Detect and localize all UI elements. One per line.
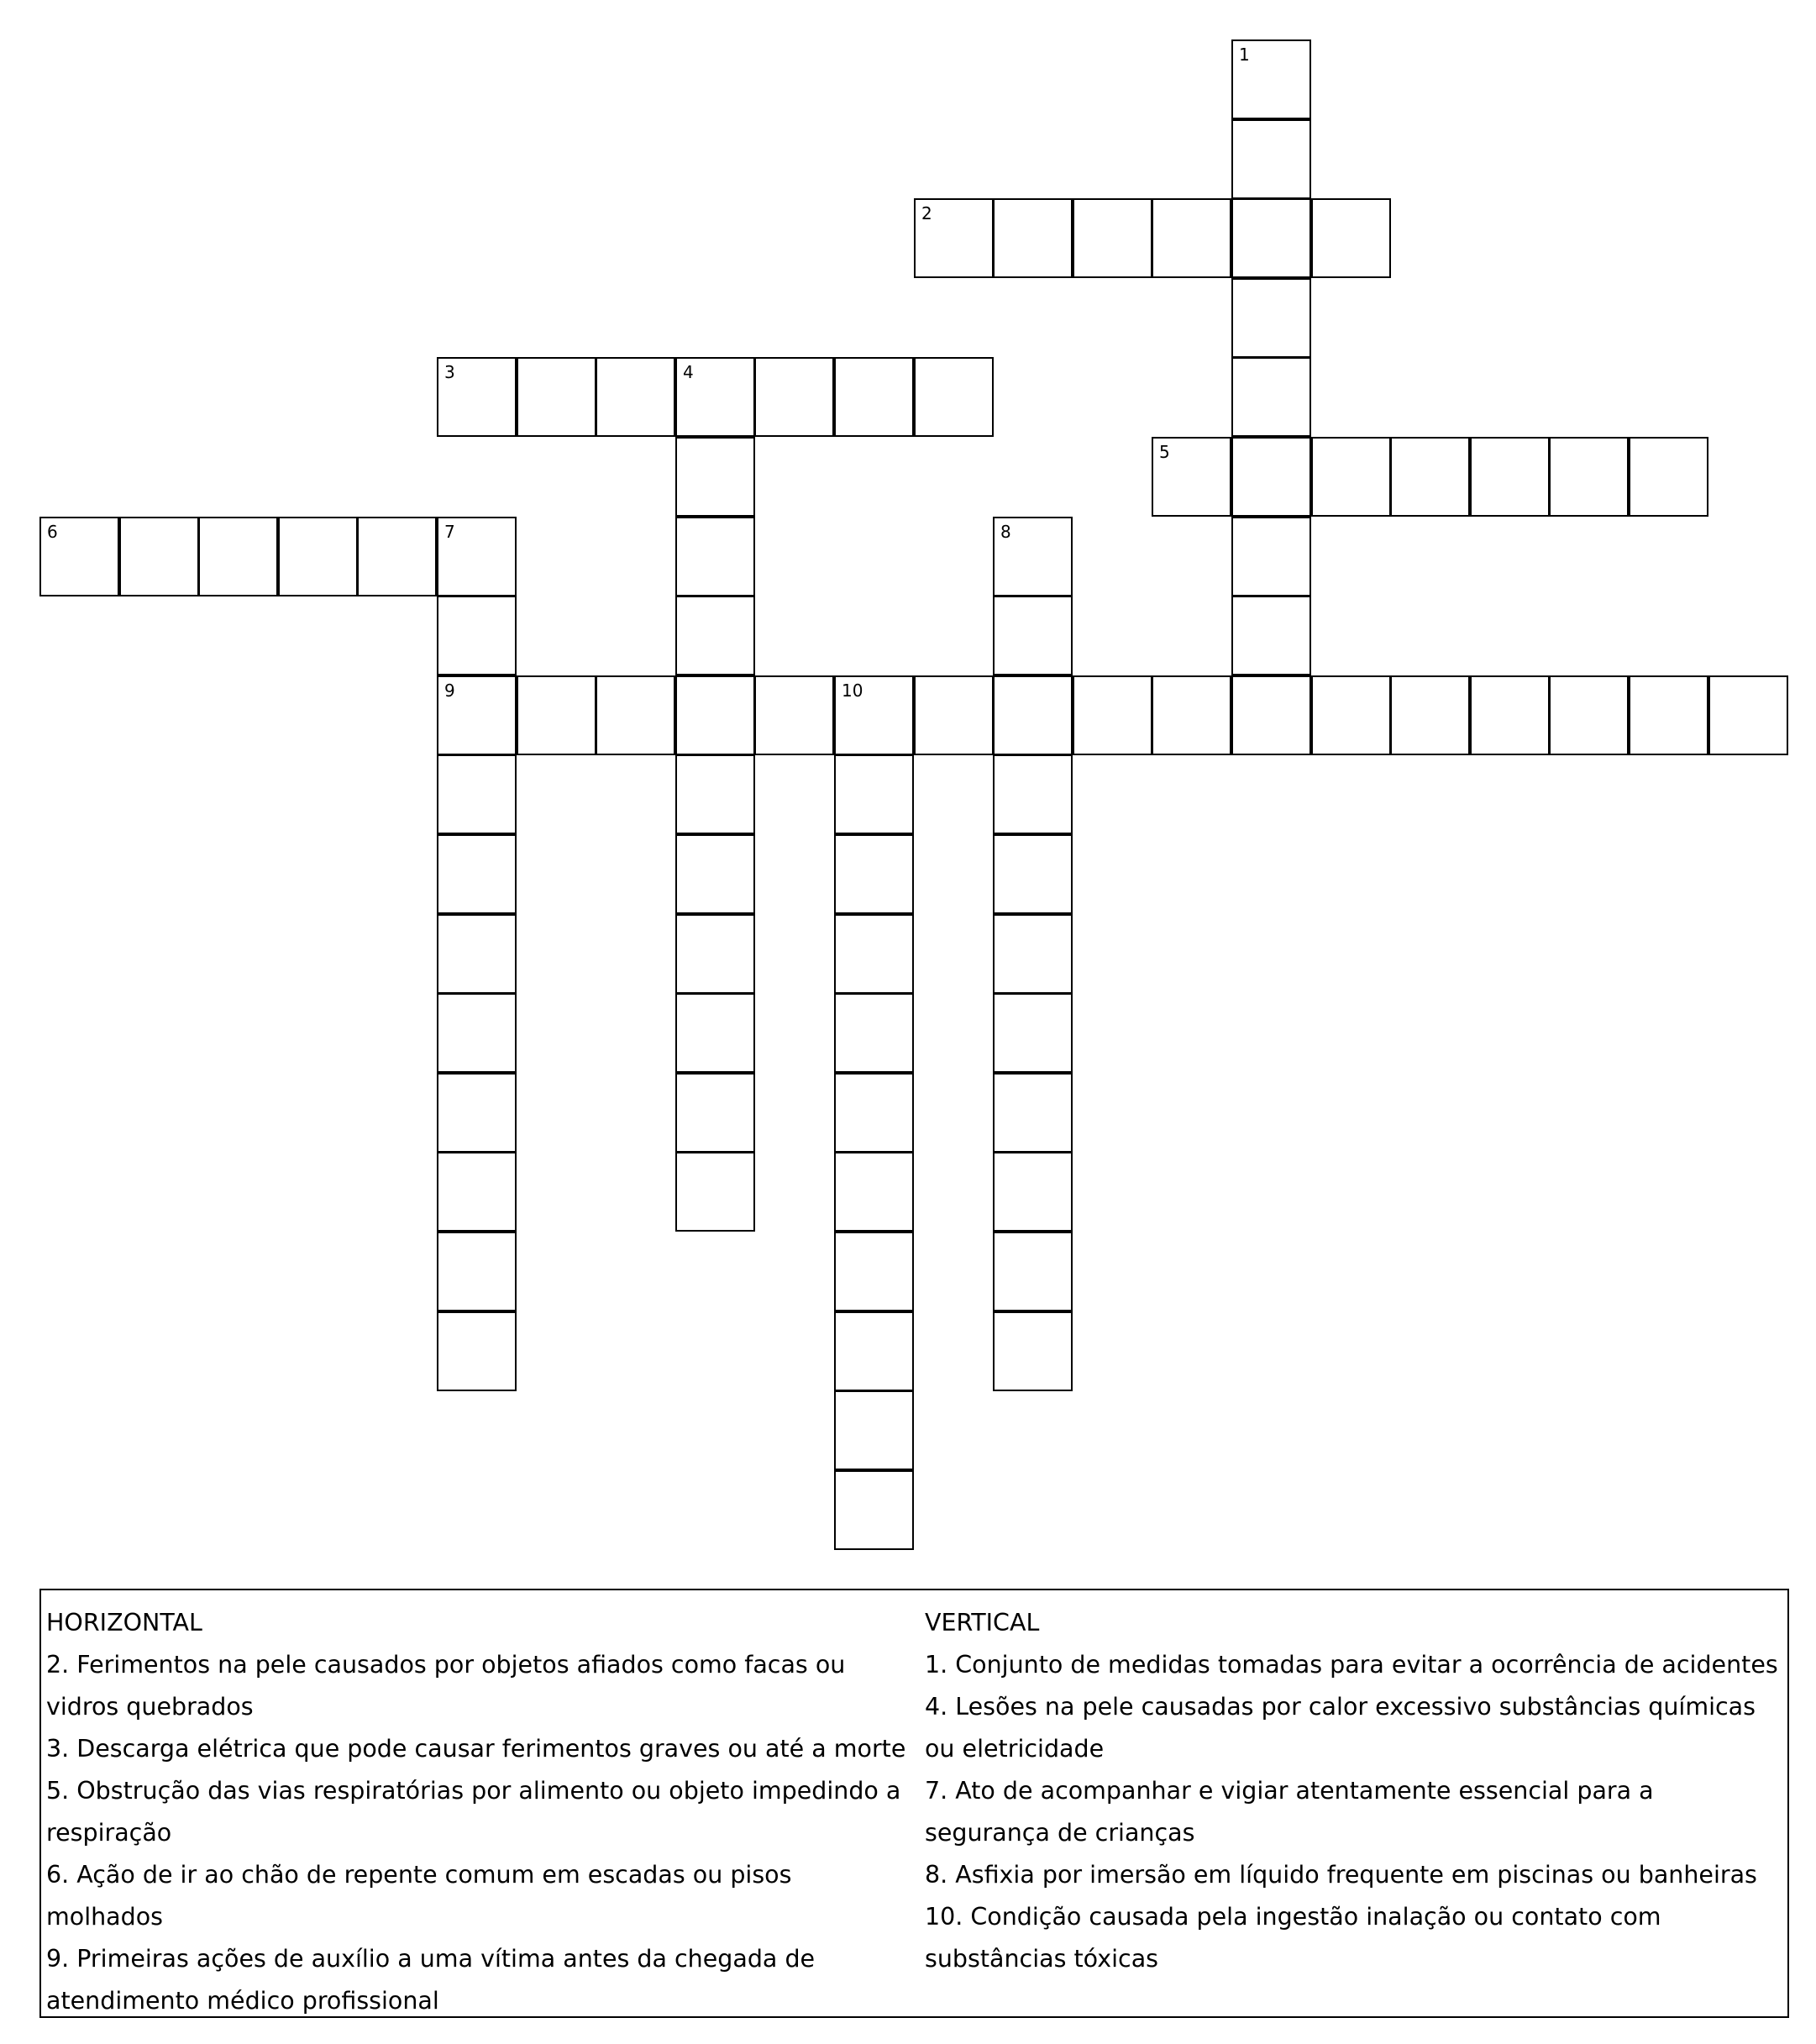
clue-down-1: 1. Conjunto de medidas tomadas para evitar a ocorrência de acidentes bbox=[925, 1651, 1778, 1679]
grid-cell[interactable] bbox=[437, 993, 517, 1073]
grid-cell[interactable] bbox=[993, 834, 1073, 914]
grid-cell[interactable] bbox=[1152, 437, 1231, 517]
vertical-clues bbox=[925, 1602, 1782, 1980]
grid-cell[interactable] bbox=[675, 1073, 755, 1153]
grid-cell[interactable] bbox=[834, 1311, 914, 1391]
grid-cell[interactable] bbox=[1311, 437, 1391, 517]
clue-number: 6 bbox=[47, 522, 58, 542]
clue-across-5: 5. Obstrução das vias respiratórias por alimento ou objeto impedindo a respiração bbox=[46, 1777, 901, 1847]
grid-cell[interactable] bbox=[914, 675, 994, 755]
grid-cell[interactable] bbox=[1231, 675, 1311, 755]
grid-cell[interactable] bbox=[834, 1390, 914, 1470]
vertical-heading: VERTICAL bbox=[925, 1609, 1040, 1637]
grid-cell[interactable] bbox=[834, 1073, 914, 1153]
grid-cell[interactable] bbox=[437, 357, 517, 437]
grid-cell[interactable] bbox=[1231, 119, 1311, 199]
grid-cell[interactable] bbox=[1549, 675, 1629, 755]
grid-cell[interactable] bbox=[1629, 675, 1708, 755]
grid-cell[interactable] bbox=[1390, 437, 1470, 517]
grid-cell[interactable] bbox=[1231, 39, 1311, 119]
clue-number: 9 bbox=[444, 680, 455, 701]
grid-cell[interactable] bbox=[754, 675, 834, 755]
grid-cell[interactable] bbox=[1231, 437, 1311, 517]
grid-cell[interactable] bbox=[437, 834, 517, 914]
clue-across-6: 6. Ação de ir ao chão de repente comum em escadas ou pisos molhados bbox=[46, 1861, 792, 1931]
grid-cell[interactable] bbox=[1311, 675, 1391, 755]
grid-cell[interactable] bbox=[834, 675, 914, 755]
grid-cell[interactable] bbox=[675, 675, 755, 755]
grid-cell[interactable] bbox=[357, 517, 437, 596]
grid-cell[interactable] bbox=[675, 993, 755, 1073]
grid-cell[interactable] bbox=[596, 357, 675, 437]
grid-cell[interactable] bbox=[675, 437, 755, 517]
clue-number: 1 bbox=[1239, 45, 1250, 65]
grid-cell[interactable] bbox=[437, 914, 517, 994]
clue-down-7: 7. Ato de acompanhar e vigiar atentamente essencial para a segurança de crianças bbox=[925, 1777, 1654, 1847]
grid-cell[interactable] bbox=[437, 675, 517, 755]
clue-number: 8 bbox=[1000, 522, 1011, 542]
grid-cell[interactable] bbox=[1152, 675, 1231, 755]
grid-cell[interactable] bbox=[993, 198, 1073, 278]
clue-number: 3 bbox=[444, 362, 455, 382]
grid-cell[interactable] bbox=[517, 675, 596, 755]
grid-cell[interactable] bbox=[834, 754, 914, 834]
grid-cell[interactable] bbox=[278, 517, 358, 596]
grid-cell[interactable] bbox=[834, 1152, 914, 1232]
grid-cell[interactable] bbox=[1231, 357, 1311, 437]
grid-cell[interactable] bbox=[1231, 198, 1311, 278]
clue-number: 7 bbox=[444, 522, 455, 542]
grid-cell[interactable] bbox=[1390, 675, 1470, 755]
grid-cell[interactable] bbox=[993, 1311, 1073, 1391]
grid-cell[interactable] bbox=[675, 754, 755, 834]
grid-cell[interactable] bbox=[1152, 198, 1231, 278]
grid-cell[interactable] bbox=[198, 517, 278, 596]
grid-cell[interactable] bbox=[437, 1073, 517, 1153]
grid-cell[interactable] bbox=[437, 596, 517, 675]
grid-cell[interactable] bbox=[993, 1152, 1073, 1232]
grid-cell[interactable] bbox=[993, 1232, 1073, 1311]
grid-cell[interactable] bbox=[993, 914, 1073, 994]
clue-down-8: 8. Asfixia por imersão em líquido frequente em piscinas ou banheiras bbox=[925, 1861, 1757, 1889]
grid-cell[interactable] bbox=[754, 357, 834, 437]
grid-cell[interactable] bbox=[993, 675, 1073, 755]
grid-cell[interactable] bbox=[1470, 675, 1550, 755]
grid-cell[interactable] bbox=[437, 1311, 517, 1391]
clue-number: 5 bbox=[1159, 442, 1170, 462]
grid-cell[interactable] bbox=[596, 675, 675, 755]
grid-cell[interactable] bbox=[993, 596, 1073, 675]
grid-cell[interactable] bbox=[1073, 198, 1152, 278]
clue-number: 10 bbox=[842, 680, 863, 701]
grid-cell[interactable] bbox=[675, 1152, 755, 1232]
grid-cell[interactable] bbox=[1231, 517, 1311, 596]
grid-cell[interactable] bbox=[1231, 596, 1311, 675]
grid-cell[interactable] bbox=[1231, 278, 1311, 358]
grid-cell[interactable] bbox=[993, 1073, 1073, 1153]
grid-cell[interactable] bbox=[914, 198, 994, 278]
clue-number: 4 bbox=[683, 362, 694, 382]
grid-cell[interactable] bbox=[517, 357, 596, 437]
clues-box bbox=[39, 1589, 1789, 2018]
horizontal-clues bbox=[46, 1602, 911, 2022]
grid-cell[interactable] bbox=[834, 914, 914, 994]
grid-cell[interactable] bbox=[993, 517, 1073, 596]
grid-cell[interactable] bbox=[437, 754, 517, 834]
grid-cell[interactable] bbox=[1549, 437, 1629, 517]
grid-cell[interactable] bbox=[834, 357, 914, 437]
grid-cell[interactable] bbox=[1311, 198, 1391, 278]
grid-cell[interactable] bbox=[437, 1232, 517, 1311]
grid-cell[interactable] bbox=[834, 1470, 914, 1550]
grid-cell[interactable] bbox=[834, 993, 914, 1073]
grid-cell[interactable] bbox=[675, 914, 755, 994]
grid-cell[interactable] bbox=[437, 517, 517, 596]
grid-cell[interactable] bbox=[437, 1152, 517, 1232]
clue-down-10: 10. Condição causada pela ingestão inalação ou contato com substâncias tóxicas bbox=[925, 1903, 1661, 1973]
grid-cell[interactable] bbox=[1470, 437, 1550, 517]
grid-cell[interactable] bbox=[675, 357, 755, 437]
grid-cell[interactable] bbox=[993, 993, 1073, 1073]
grid-cell[interactable] bbox=[834, 1232, 914, 1311]
grid-cell[interactable] bbox=[675, 517, 755, 596]
grid-cell[interactable] bbox=[834, 834, 914, 914]
grid-cell[interactable] bbox=[675, 834, 755, 914]
clue-down-4: 4. Lesões na pele causadas por calor excessivo substâncias químicas ou eletricidade bbox=[925, 1693, 1756, 1763]
clue-number: 2 bbox=[921, 203, 932, 223]
clue-across-3: 3. Descarga elétrica que pode causar ferimentos graves ou até a morte bbox=[46, 1735, 906, 1763]
grid-cell[interactable] bbox=[1073, 675, 1152, 755]
grid-cell[interactable] bbox=[993, 754, 1073, 834]
clue-across-9: 9. Primeiras ações de auxílio a uma vítima antes da chegada de atendimento médico profissional bbox=[46, 1945, 816, 2015]
grid-cell[interactable] bbox=[914, 357, 994, 437]
clue-across-2: 2. Ferimentos na pele causados por objetos afiados como facas ou vidros quebrados bbox=[46, 1651, 846, 1721]
horizontal-heading: HORIZONTAL bbox=[46, 1609, 202, 1637]
grid-cell[interactable] bbox=[675, 596, 755, 675]
grid-cell[interactable] bbox=[1708, 675, 1788, 755]
grid-cell[interactable] bbox=[119, 517, 199, 596]
grid-cell[interactable] bbox=[39, 517, 119, 596]
grid-cell[interactable] bbox=[1629, 437, 1708, 517]
